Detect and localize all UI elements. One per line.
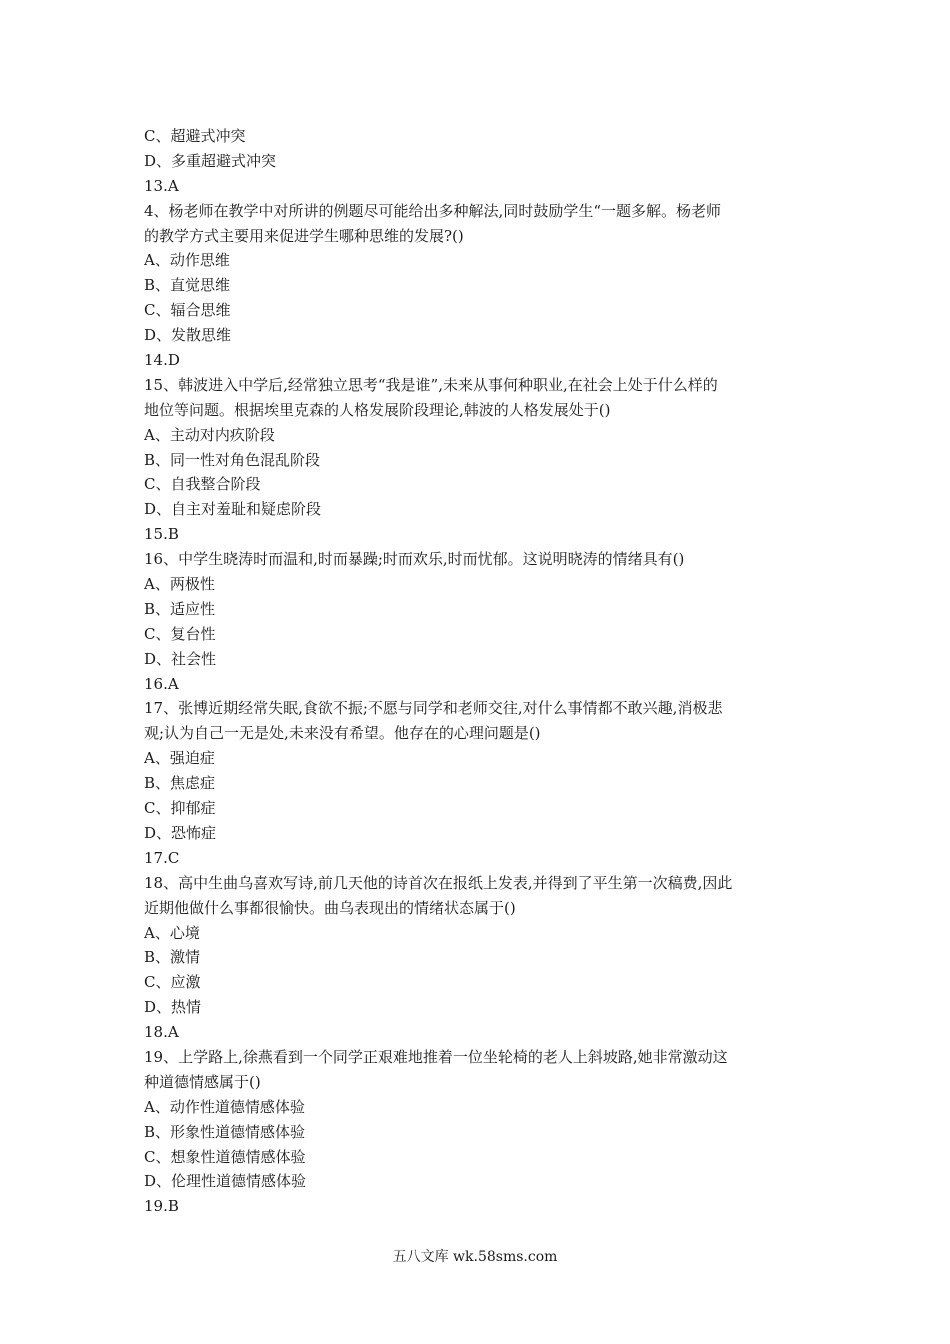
option-line: D、恐怖症: [144, 823, 217, 842]
document-body: [144, 124, 814, 1219]
option-line: A、主动对内疚阶段: [144, 425, 275, 444]
question-line: 19、上学路上,徐燕看到一个同学正艰难地推着一位坐轮椅的老人上斜坡路,她非常激动这: [144, 1047, 728, 1066]
option-line: B、形象性道德情感体验: [144, 1122, 306, 1141]
option-line: B、焦虑症: [144, 774, 216, 793]
text-line: C、超避式冲突: [144, 127, 246, 145]
option-line: B、直觉思维: [144, 276, 231, 295]
question-line: 的教学方式主要用来促进学生哪种思维的发展?(): [144, 226, 464, 245]
answer-line: 19.B: [144, 1197, 179, 1216]
option-line: D、热情: [144, 998, 202, 1017]
option-line: A、动作性道德情感体验: [144, 1097, 305, 1116]
answer-line: 15.B: [144, 525, 179, 544]
question-line: 18、高中生曲乌喜欢写诗,前几天他的诗首次在报纸上发表,并得到了平生第一次稿费,因此: [144, 873, 733, 892]
question-line: 16、中学生晓涛时而温和,时而暴躁;时而欢乐,时而忧郁。这说明晓涛的情绪具有(): [144, 550, 685, 569]
answer-line: 13.A: [144, 176, 179, 195]
option-line: B、激情: [144, 948, 201, 967]
question-line: 17、张博近期经常失眠,食欲不振;不愿与同学和老师交往,对什么事情都不敢兴趣,消极悲: [144, 699, 723, 718]
option-line: B、同一性对角色混乱阶段: [144, 450, 321, 469]
text-line: D、多重超避式冲突: [144, 151, 277, 170]
option-line: C、想象性道德情感体验: [144, 1147, 306, 1166]
option-line: D、自主对羞耻和疑虑阶段: [144, 500, 322, 519]
option-line: A、心境: [144, 923, 200, 942]
option-line: D、发散思维: [144, 326, 232, 345]
option-line: A、强迫症: [144, 749, 215, 768]
question-line: 地位等问题。根据埃里克森的人格发展阶段理论,韩波的人格发展处于(): [144, 400, 611, 419]
question-line: 近期他做什么事都很愉快。曲乌表现出的情绪状态属于(): [144, 898, 516, 917]
option-line: D、社会性: [144, 649, 217, 668]
question-line: 15、韩波进入中学后,经常独立思考“我是谁”,未来从事何种职业,在社会上处于什么样的: [144, 375, 718, 394]
answer-line: 14.D: [144, 351, 180, 370]
question-line: 种道德情感属于(): [144, 1072, 261, 1091]
question-line: 观;认为自己一无是处,未来没有希望。他存在的心理问题是(): [144, 724, 541, 743]
question-line: 4、杨老师在教学中对所讲的例题尽可能给出多种解法,同时鼓励学生“一题多解。杨老师: [144, 201, 721, 220]
answer-line: 16.A: [144, 674, 179, 693]
answer-line: 17.C: [144, 848, 180, 867]
option-line: C、复台性: [144, 624, 216, 643]
option-line: C、抑郁症: [144, 799, 216, 818]
answer-line: 18.A: [144, 1023, 179, 1042]
option-line: C、辐合思维: [144, 301, 231, 320]
option-line: A、两极性: [144, 575, 215, 594]
option-line: D、伦理性道德情感体验: [144, 1172, 307, 1191]
option-line: C、应激: [144, 973, 201, 992]
page-footer: 五八文库 wk.58sms.com: [392, 1249, 558, 1265]
option-line: B、适应性: [144, 599, 216, 618]
option-line: A、动作思维: [144, 251, 230, 270]
option-line: C、自我整合阶段: [144, 475, 261, 494]
